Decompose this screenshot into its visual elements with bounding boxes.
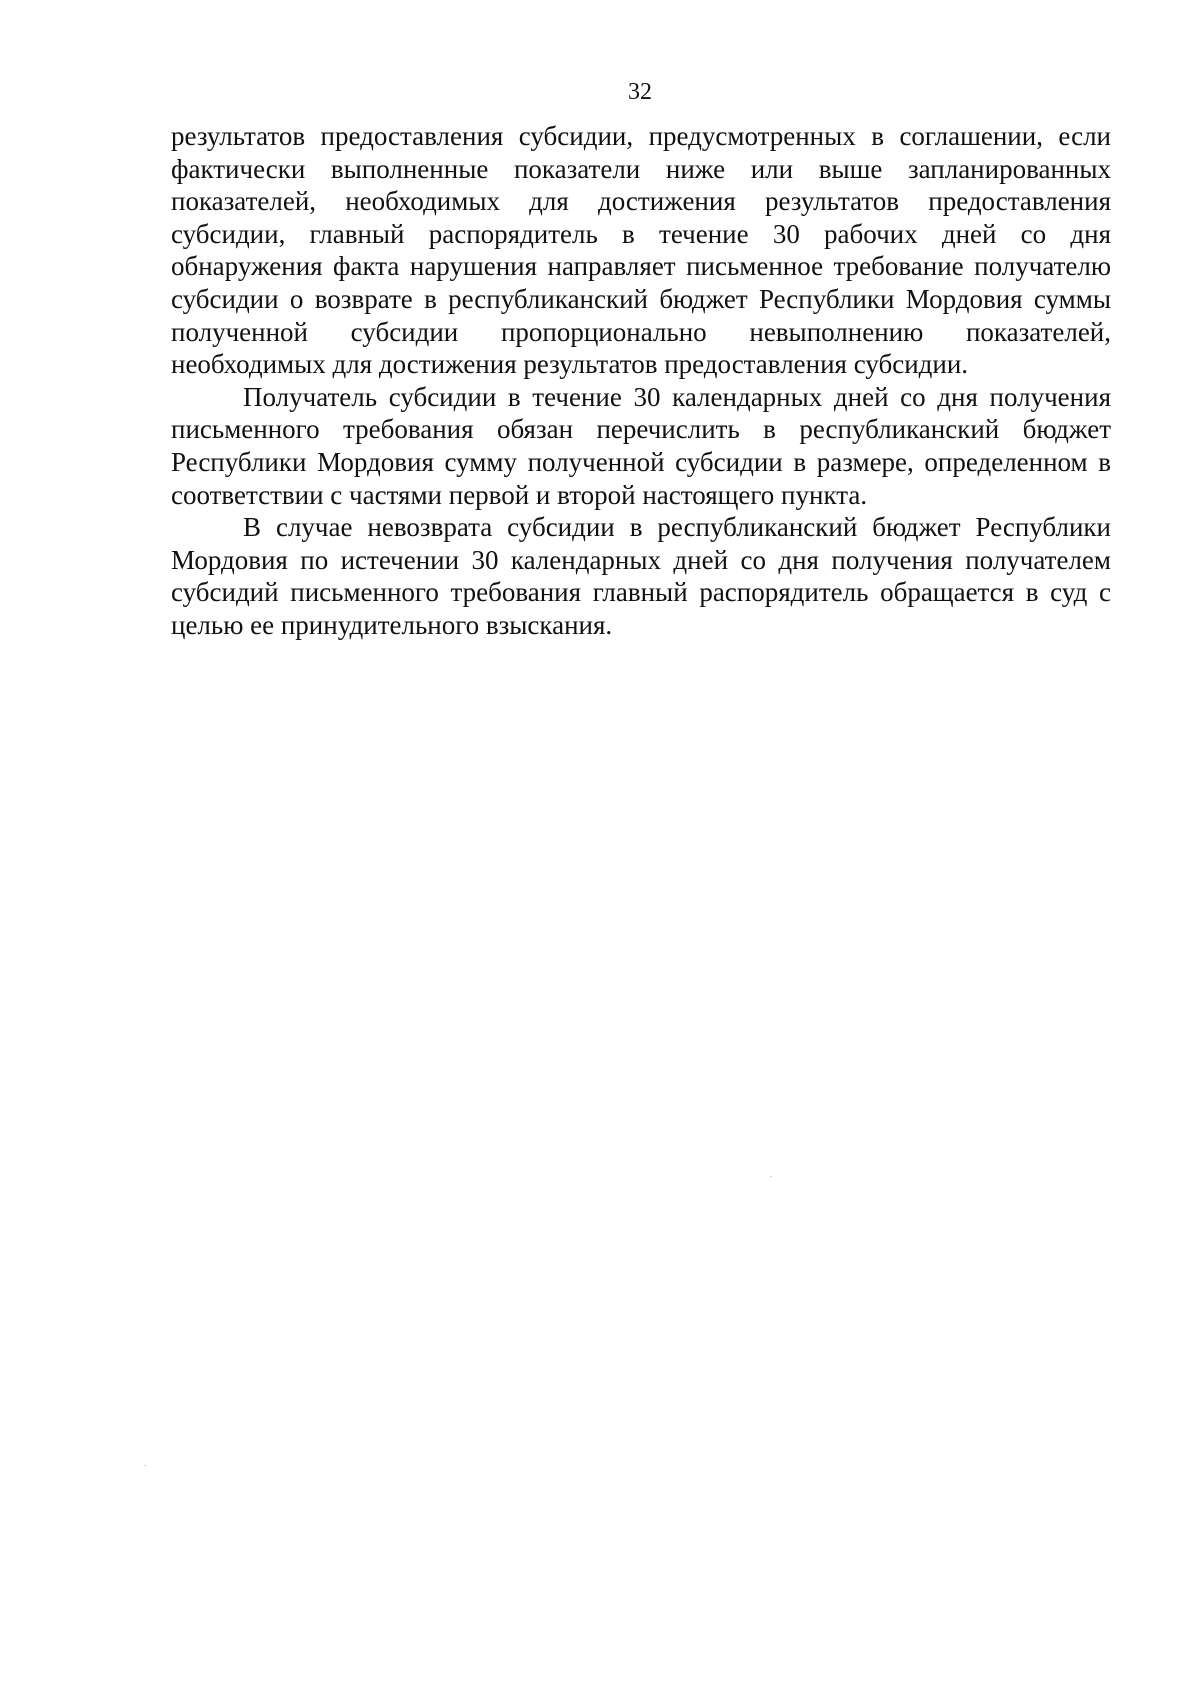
scan-speck: [770, 1176, 772, 1177]
page-number: 32: [628, 79, 652, 105]
scan-speck: [144, 1465, 146, 1466]
paragraph-court-recovery: В случае невозврата субсидии в республиканский бюджет Республики Мордовия по истечении 30 календарных дней со дня получения получателем субсидий письменного требования главный распорядитель обращается в суд с целью ее принудительного взыскания.: [171, 512, 1111, 640]
paragraph-repayment-obligation: Получатель субсидии в течение 30 календарных дней со дня получения письменного требования обязан перечислить в республиканский бюджет Республики Мордовия сумму полученной субсидии в размере, определенном в соответствии с частями первой и второй настоящего пункта.: [171, 381, 1111, 510]
document-body: [171, 120, 1111, 642]
paragraph-continuation: результатов предоставления субсидии, предусмотренных в соглашении, если фактически выполненные показатели ниже или выше запланированных показателей, необходимых для достижения результатов предоставления субсидии, главный распорядитель в течение 30 рабочих дней со дня обнаружения факта нарушения направляет письменное требование получателю субсидии о возврате в республиканский бюджет Республики Мордовия суммы полученной субсидии пропорционально невыполнению показателей, необходимых для достижения результатов предоставления субсидии.: [171, 121, 1111, 380]
